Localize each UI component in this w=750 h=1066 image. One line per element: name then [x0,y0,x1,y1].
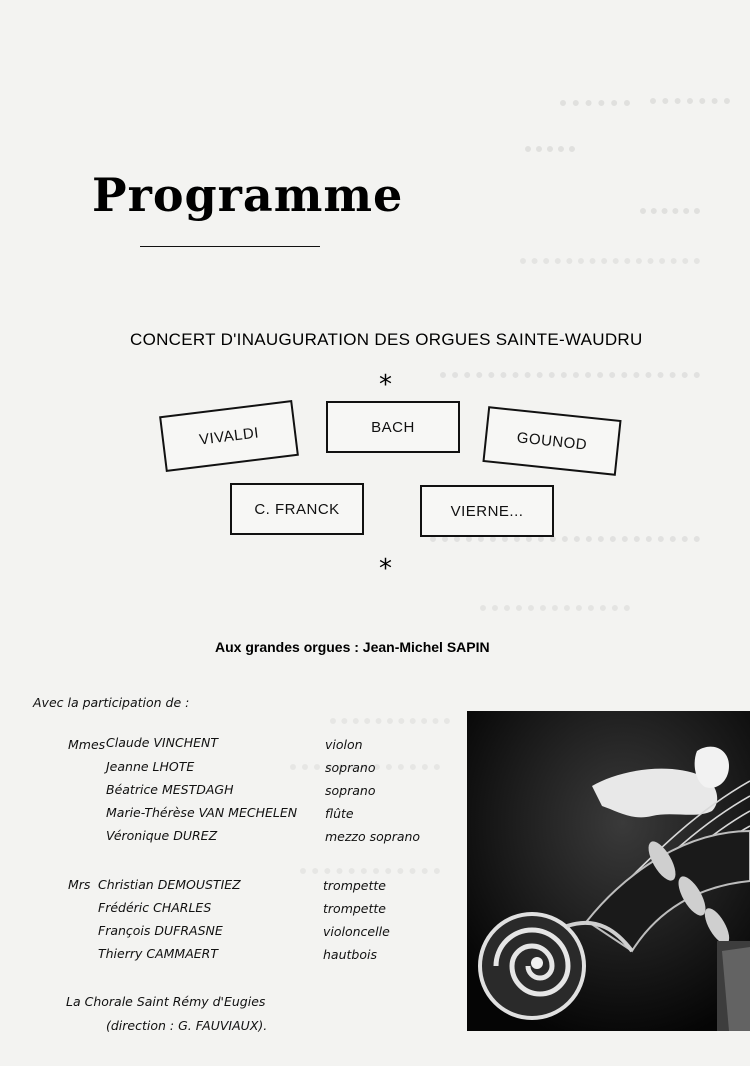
performer-role: soprano [325,783,376,798]
performer-name: Thierry CAMMAERT [98,946,218,961]
asterisk-top: * [379,370,392,400]
composer-box-franck: C. FRANCK [230,483,364,535]
composer-box-vivaldi: VIVALDI [159,400,299,472]
choir-name: La Chorale Saint Rémy d'Eugies [66,994,266,1009]
performer-name: François DUFRASNE [98,923,223,938]
performer-role: violon [325,737,363,752]
performer-role: trompette [323,878,386,893]
performer-name: Béatrice MESTDAGH [106,782,234,797]
organist-line: Aux grandes orgues : Jean-Michel SAPIN [215,639,490,655]
performer-name: Marie-Thérèse VAN MECHELEN [106,805,298,820]
performer-role: soprano [325,760,376,775]
choir-direction: (direction : G. FAUVIAUX). [106,1018,268,1033]
performer-name: Claude VINCHENT [106,735,218,750]
page-title: Programme [92,168,404,222]
composer-box-vierne: VIERNE... [420,485,554,537]
performer-name: Jeanne LHOTE [106,759,195,774]
performer-role: trompette [323,901,386,916]
violin-scroll-photo [467,711,750,1031]
performer-role: hautbois [323,947,377,962]
participation-heading: Avec la participation de : [33,695,190,710]
performer-name: Véronique DUREZ [106,828,218,843]
composer-box-gounod: GOUNOD [482,406,621,476]
performer-role: flûte [325,806,354,821]
performer-role: violoncelle [323,924,390,939]
men-prefix: Mrs [68,877,91,892]
asterisk-bottom: * [379,554,392,584]
performer-name: Christian DEMOUSTIEZ [98,877,241,892]
women-prefix: Mmes [68,737,106,752]
concert-subtitle: CONCERT D'INAUGURATION DES ORGUES SAINTE-WAUDRU [130,330,643,349]
composer-box-bach: BACH [326,401,460,453]
title-underline [140,246,320,247]
performer-role: mezzo soprano [325,829,421,844]
performer-name: Frédéric CHARLES [98,900,212,915]
